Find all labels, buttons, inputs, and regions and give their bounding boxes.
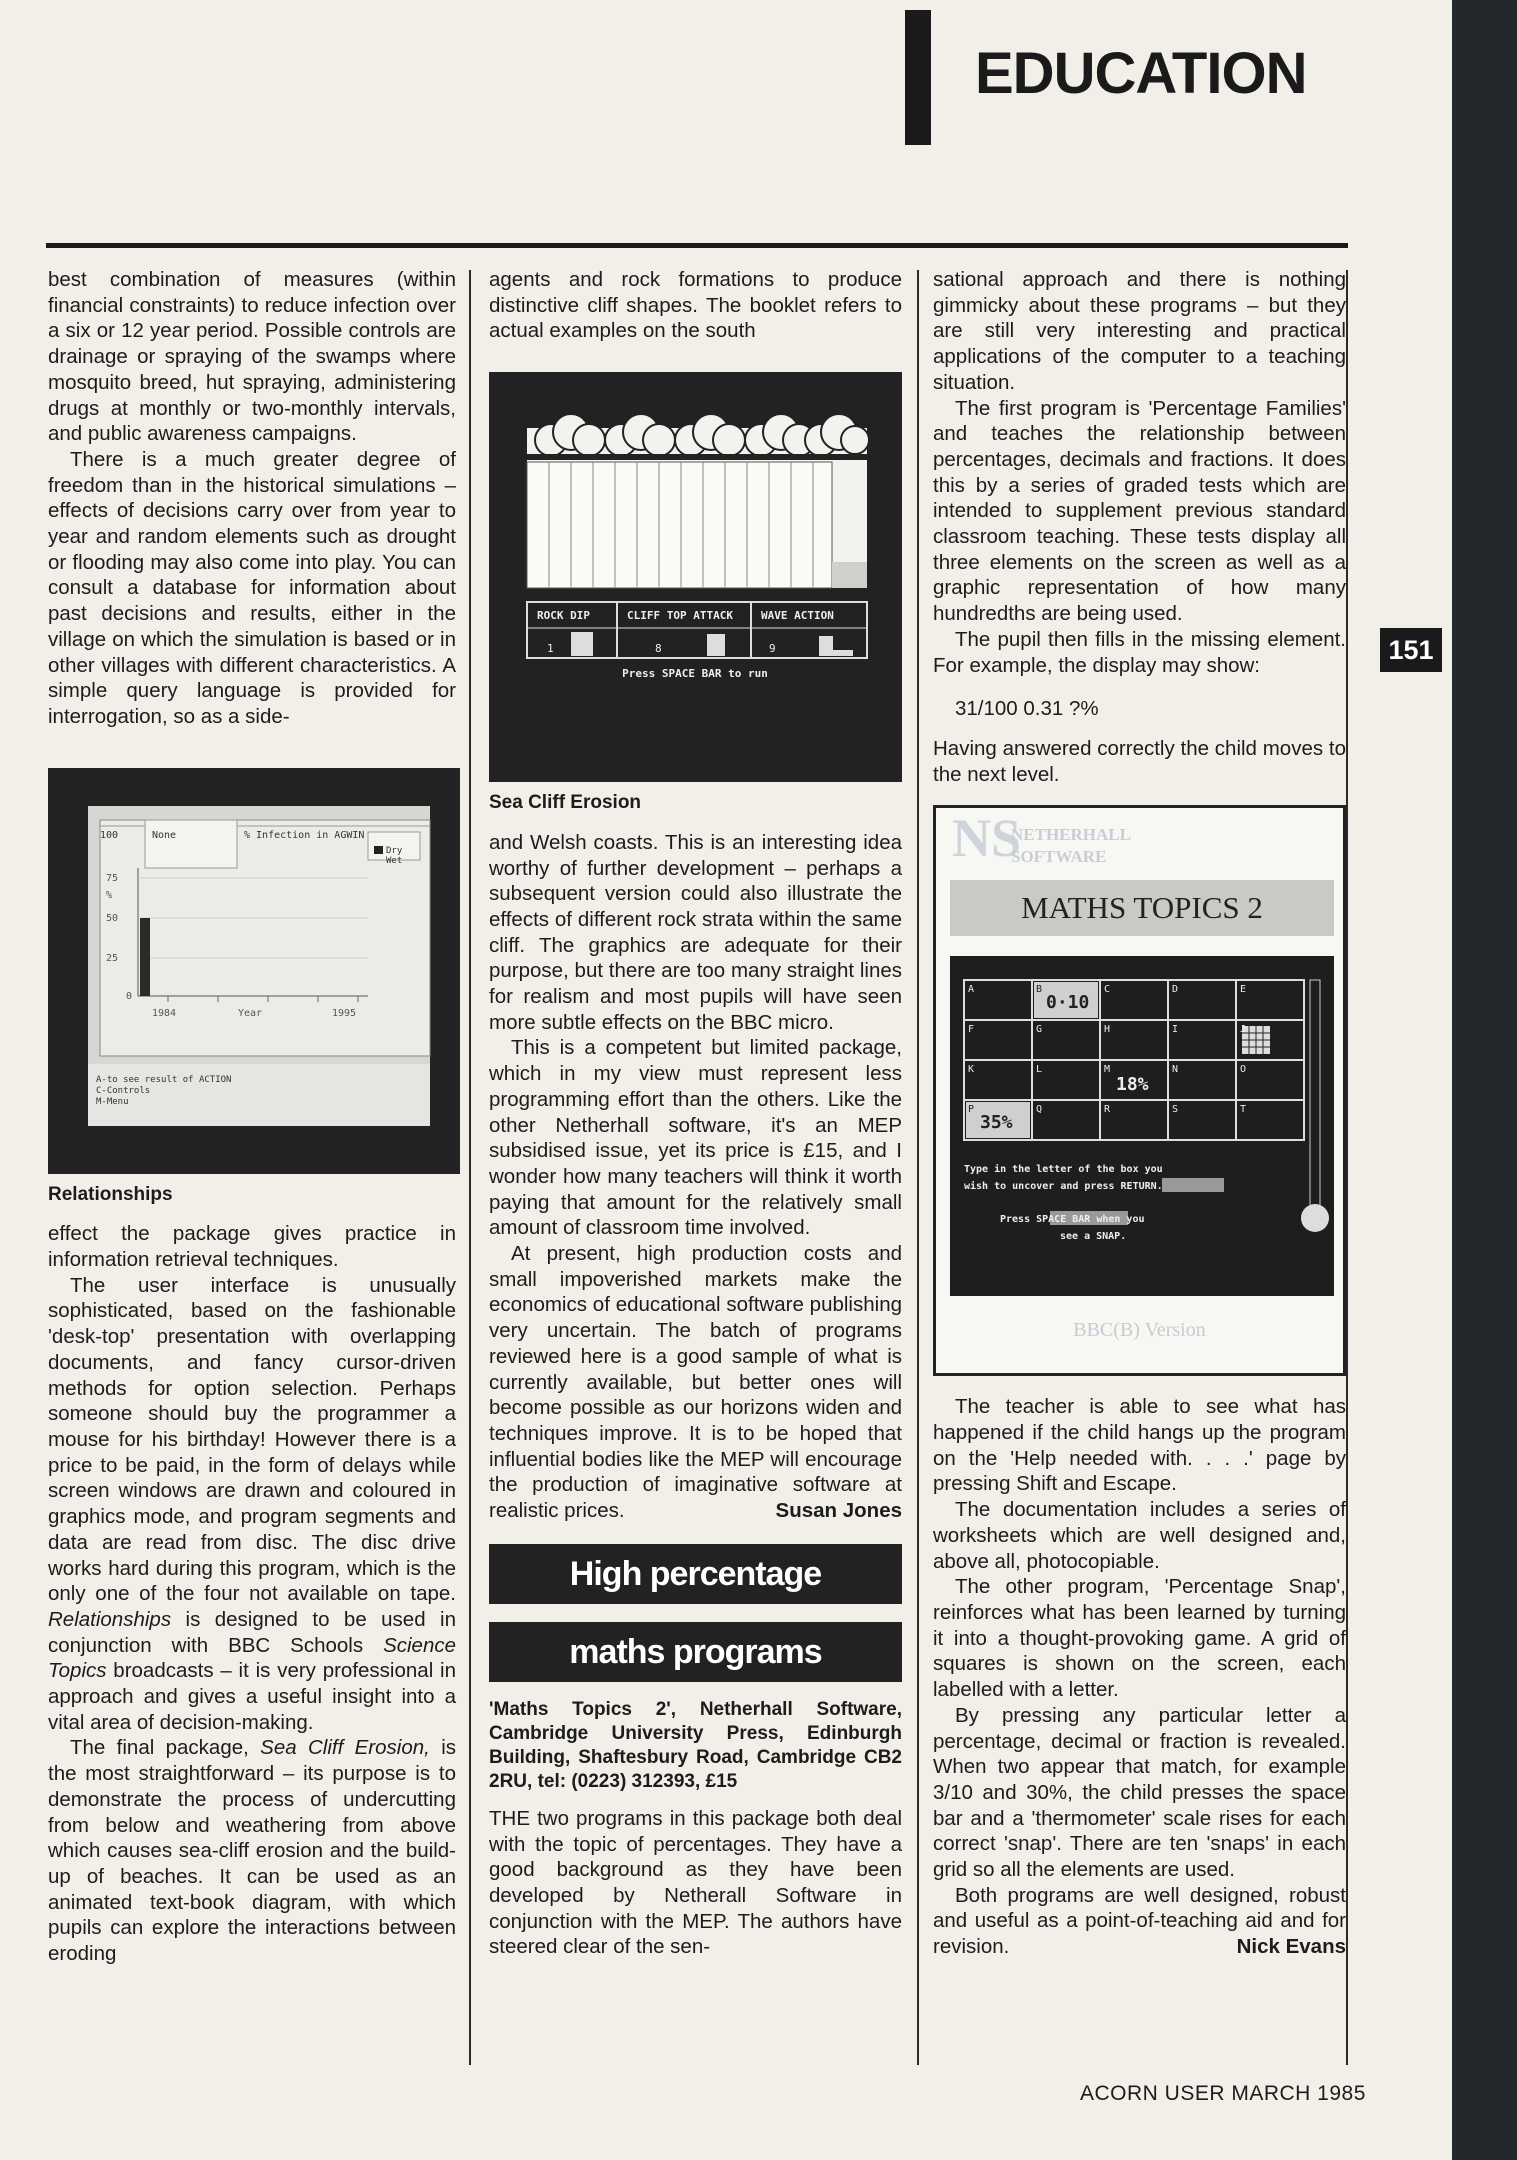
maths-topics-screen bbox=[950, 956, 1334, 1296]
run-prompt: Press SPACE BAR to run bbox=[622, 667, 768, 681]
y-tick-label: 75 bbox=[106, 872, 119, 884]
grid-letter: Q bbox=[1036, 1104, 1043, 1116]
article-column-3 bbox=[933, 267, 1346, 1960]
grid-letter: D bbox=[1172, 984, 1179, 996]
cell-value-m: 18% bbox=[1116, 1074, 1149, 1096]
grid-letter: R bbox=[1104, 1104, 1111, 1116]
grid-letter: M bbox=[1104, 1064, 1111, 1076]
header-bar bbox=[905, 10, 931, 145]
paragraph: The pupil then fills in the missing element. For example, the display may show: bbox=[933, 627, 1346, 677]
grid-letter: L bbox=[1036, 1064, 1043, 1076]
y-top-label: 100 bbox=[100, 829, 119, 841]
legend-dry: Dry bbox=[386, 845, 403, 856]
paragraph: Both programs are well designed, robust and useful as a point-of-teaching aid and for revision. Nick Evans bbox=[933, 1883, 1346, 1959]
cliff-top-label: CLIFF TOP ATTACK bbox=[627, 609, 733, 623]
grid-letter: H bbox=[1104, 1024, 1111, 1036]
wave-action-label: WAVE ACTION bbox=[761, 609, 834, 623]
article-column-1 bbox=[48, 267, 456, 1967]
paragraph: sational approach and there is nothing gimmicky about these programs – but they are still very interesting and practical applications of the computer to a teaching situation. bbox=[933, 268, 1346, 394]
x-end-label: 1995 bbox=[332, 1007, 357, 1019]
grid-letter: O bbox=[1240, 1064, 1247, 1076]
instruction-line: wish to uncover and press RETURN. bbox=[964, 1181, 1163, 1193]
instruction-line: Press SPACE BAR when you bbox=[1000, 1214, 1145, 1226]
grid-letter: S bbox=[1172, 1104, 1179, 1116]
grid-letter: A bbox=[968, 984, 975, 996]
relationships-screenshot bbox=[48, 768, 456, 1174]
instruction-line: Type in the letter of the box you bbox=[964, 1164, 1163, 1176]
paragraph: best combination of measures (within financial constraints) to reduce infection over a six or 12 year period. Possible controls are drainage or spraying of the swamps where mosquito breed, hut spraying, administering drugs at monthly or two-monthly intervals, and public awareness campaigns. bbox=[48, 268, 456, 446]
cell-value-b: 0·10 bbox=[1046, 992, 1090, 1014]
headline-banner: maths programs bbox=[489, 1622, 902, 1682]
column-divider bbox=[917, 270, 919, 2065]
legend-wet: Wet bbox=[386, 855, 403, 866]
column-divider bbox=[469, 270, 471, 2065]
menu-item: M-Menu bbox=[96, 1096, 129, 1107]
instruction-line: see a SNAP. bbox=[1060, 1231, 1127, 1243]
maths-topics-box-art bbox=[933, 805, 1346, 1376]
grid-letter: J bbox=[1240, 1024, 1247, 1036]
paragraph: This is a competent but limited package, which in my view must represent less programming effort than the others. Like the other Netherhall software, it's an MEP subsidised issue, yet its price is £15, and I wonder how many teachers will think it worth paying that amount for the relatively small amount of classroom time involved. bbox=[489, 1036, 902, 1240]
snap-grid bbox=[950, 956, 1334, 1296]
paragraph: THE two programs in this package both deal with the topic of percentages. They have a good background as they have been developed by Netherall Software in conjunction with the MEP. The authors have steered clear of the sen- bbox=[489, 1806, 902, 1959]
grid-letter: K bbox=[968, 1064, 975, 1076]
grid-letter: P bbox=[968, 1104, 975, 1116]
product-details: 'Maths Topics 2', Netherhall Software, Cambridge University Press, Edinburgh Building, Shaftesbury Road, Cambridge CB2 2RU, tel: (0223) 312393, £15 bbox=[489, 1698, 902, 1792]
sea-cliff-screenshot bbox=[489, 372, 902, 782]
grid-letter: T bbox=[1240, 1104, 1247, 1116]
x-axis-label: Year bbox=[238, 1007, 263, 1019]
paragraph: The final package, Sea Cliff Erosion, is the most straightforward – its purpose is to demonstrate the process of undercutting from below and weathering from above which causes sea-cliff erosion and the build-up of beaches. It can be used as an animated text-book diagram, with which pupils can explore the interactions between eroding bbox=[48, 1736, 456, 1966]
paragraph: effect the package gives practice in information retrieval techniques. bbox=[48, 1222, 456, 1272]
grid-letter: F bbox=[968, 1024, 975, 1036]
example-fraction: 31/100 0.31 ?% bbox=[955, 697, 1099, 721]
top-rule bbox=[46, 243, 1348, 248]
article-column-2 bbox=[489, 267, 902, 1960]
paragraph: agents and rock formations to produce distinctive cliff shapes. The booklet refers to actual examples on the south bbox=[489, 268, 902, 343]
cliff-top-value: 8 bbox=[655, 642, 662, 656]
y-tick-label: 0 bbox=[126, 990, 133, 1002]
grid-letter: G bbox=[1036, 1024, 1043, 1036]
paragraph: The user interface is unusually sophisticated, based on the fashionable 'desk-top' presentation with overlapping documents, and fancy cursor-driven methods for option selection. Perhaps someone should buy the programmer a mouse for his birthday! However there is a price to be paid, in the form of delays while screen windows are drawn and coloured in graphics mode, and program segments and data are read from disc. The disc drive works hard during this program, which is the only one of the four not available on tape. Relationships is designed to be used in conjunction with BBC Schools Science Topics broadcasts – it is very professional in approach and gives a useful insight into a vital area of decision-making. bbox=[48, 1273, 456, 1734]
paragraph: The teacher is able to see what has happened if the child hangs up the program on the 'Help needed with. . . .' page by pressing Shift and Escape. bbox=[933, 1395, 1346, 1496]
binding-spine bbox=[1452, 0, 1517, 2160]
mode-label: None bbox=[152, 829, 177, 841]
grid-letter: B bbox=[1036, 984, 1043, 996]
wave-action-value: 9 bbox=[769, 642, 776, 656]
version-label: BBC(B) Version bbox=[1073, 1319, 1206, 1342]
grid-letter: C bbox=[1104, 984, 1111, 996]
paragraph: The documentation includes a series of worksheets which are well designed and, above all, photocopiable. bbox=[933, 1498, 1346, 1573]
page-footer: ACORN USER MARCH 1985 bbox=[1080, 2082, 1366, 2105]
page-number-badge: 151 bbox=[1380, 628, 1442, 672]
box-title: MATHS TOPICS 2 bbox=[950, 880, 1334, 936]
paragraph: By pressing any particular letter a percentage, decimal or fraction is revealed. When two appear that match, for example 3/10 and 30%, the child presses the space bar and a 'thermometer' scale rises for each correct 'snap'. There are ten 'snaps' in each grid so all the elements are used. bbox=[933, 1703, 1346, 1882]
x-start-label: 1984 bbox=[152, 1007, 177, 1019]
publisher-name: NETHERHALL SOFTWARE bbox=[1011, 825, 1131, 867]
rock-dip-label: ROCK DIP bbox=[537, 609, 590, 623]
figure-caption: Sea Cliff Erosion bbox=[489, 792, 642, 814]
paragraph: At present, high production costs and small impoverished markets make the economics of educational software publishing very uncertain. The batch of programs reviewed here is a good sample of what is currently available, but better ones will become possible as our horizons widen and techniques improve. It is to be hoped that influential bodies like the MEP will encourage the production of imaginative software at realistic prices. Susan Jones bbox=[489, 1242, 902, 1523]
rock-dip-value: 1 bbox=[547, 642, 554, 656]
author-byline: Susan Jones bbox=[775, 1499, 902, 1523]
paragraph: Having answered correctly the child moves to the next level. bbox=[933, 736, 1346, 786]
figure-caption: Relationships bbox=[48, 1183, 173, 1205]
paragraph: The first program is 'Percentage Families' and teaches the relationship between percentages, decimals and fractions. It does this by a series of graded tests which are intended to supplement previous standard classroom teaching. These tests display all three elements on the screen as well as a graphic representation of how many hundredths are being used. bbox=[933, 396, 1346, 626]
paragraph: The other program, 'Percentage Snap', reinforces what has been learned by turning it into a thought-provoking game. A grid of squares is shown on the screen, each labelled with a letter. bbox=[933, 1575, 1346, 1702]
sea-cliff-graphic bbox=[489, 372, 902, 782]
y-tick-label: 25 bbox=[106, 952, 119, 964]
y-tick-label: 50 bbox=[106, 912, 119, 924]
cell-value-p: 35% bbox=[980, 1112, 1013, 1134]
menu-item: A-to see result of ACTION bbox=[96, 1074, 232, 1085]
section-title: EDUCATION bbox=[975, 41, 1307, 106]
grid-letter: I bbox=[1172, 1024, 1179, 1036]
y-axis-symbol: % bbox=[106, 889, 113, 901]
menu-item: C-Controls bbox=[96, 1085, 151, 1096]
author-byline: Nick Evans bbox=[1236, 1935, 1346, 1959]
column-divider bbox=[1346, 270, 1348, 2065]
paragraph: and Welsh coasts. This is an interesting idea worthy of further development – perhaps a subsequent version could also illustrate the effects of different rock strata within the same cliff. The graphics are adequate for their purpose, but there are too many straight lines for realism and most pupils will have seen more subtle effects on the BBC micro. bbox=[489, 830, 902, 1034]
headline-banner: High percentage bbox=[489, 1544, 902, 1604]
graph-title: % Infection in AGWIN bbox=[244, 829, 365, 841]
grid-letter: E bbox=[1240, 984, 1247, 996]
relationships-graph bbox=[48, 768, 460, 1174]
paragraph: There is a much greater degree of freedom than in the historical simulations – effects of decisions carry over from year to year and random elements such as drought or flooding may also come into play. You can consult a database for information about past decisions and results, either in the village on which the simulation is based or in other villages with different characteristics. A simple query language is provided for interrogation, so as a side- bbox=[48, 447, 456, 728]
publisher-logo: NS bbox=[952, 808, 1022, 869]
grid-letter: N bbox=[1172, 1064, 1179, 1076]
